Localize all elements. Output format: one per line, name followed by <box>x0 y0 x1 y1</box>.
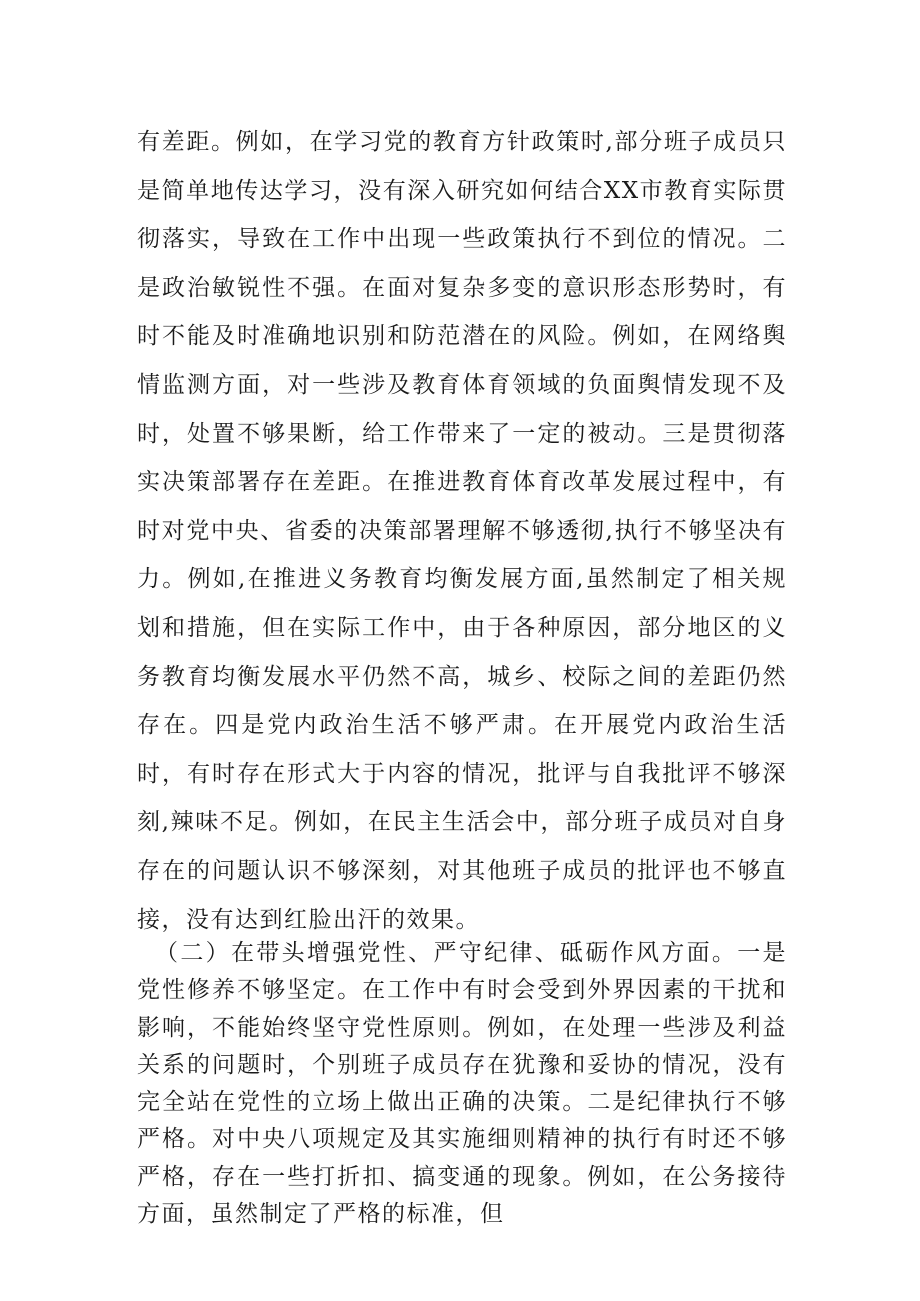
body-paragraph-2: （二）在带头增强党性、严守纪律、砥砺作风方面。一是党性修养不够坚定。在工作中有时会受到外界因素的干扰和影响，不能始终坚守党性原则。例如，在处理一些涉及利益关系的问题时，个别班子成员存在犹豫和妥协的情况，没有完全站在党性的立场上做出正确的决策。二是纪律执行不够严格。对中央八项规定及其实施细则精神的执行有时还不够严格，存在一些打折扣、搞变通的现象。例如，在公务接待方面，虽然制定了严格的标准，但 <box>137 940 787 1228</box>
body-paragraph-1: 有差距。例如，在学习党的教育方针政策时,部分班子成员只是简单地传达学习，没有深入研究如何结合XX市教育实际贯彻落实，导致在工作中出现一些政策执行不到位的情况。二是政治敏锐性不强。在面对复杂多变的意识形态形势时，有时不能及时准确地识别和防范潜在的风险。例如，在网络舆情监测方面，对一些涉及教育体育领域的负面舆情发现不及时，处置不够果断，给工作带来了一定的被动。三是贯彻落实决策部署存在差距。在推进教育体育改革发展过程中，有时对党中央、省委的决策部署理解不够透彻,执行不够坚决有力。例如,在推进义务教育均衡发展方面,虽然制定了相关规划和措施，但在实际工作中，由于各种原因，部分地区的义务教育均衡发展水平仍然不高，城乡、校际之间的差距仍然存在。四是党内政治生活不够严肃。在开展党内政治生活时，有时存在形式大于内容的情况，批评与自我批评不够深刻,辣味不足。例如，在民主生活会中，部分班子成员对自身存在的问题认识不够深刻，对其他班子成员的批评也不够直接，没有达到红脸出汗的效果。 <box>137 129 787 933</box>
